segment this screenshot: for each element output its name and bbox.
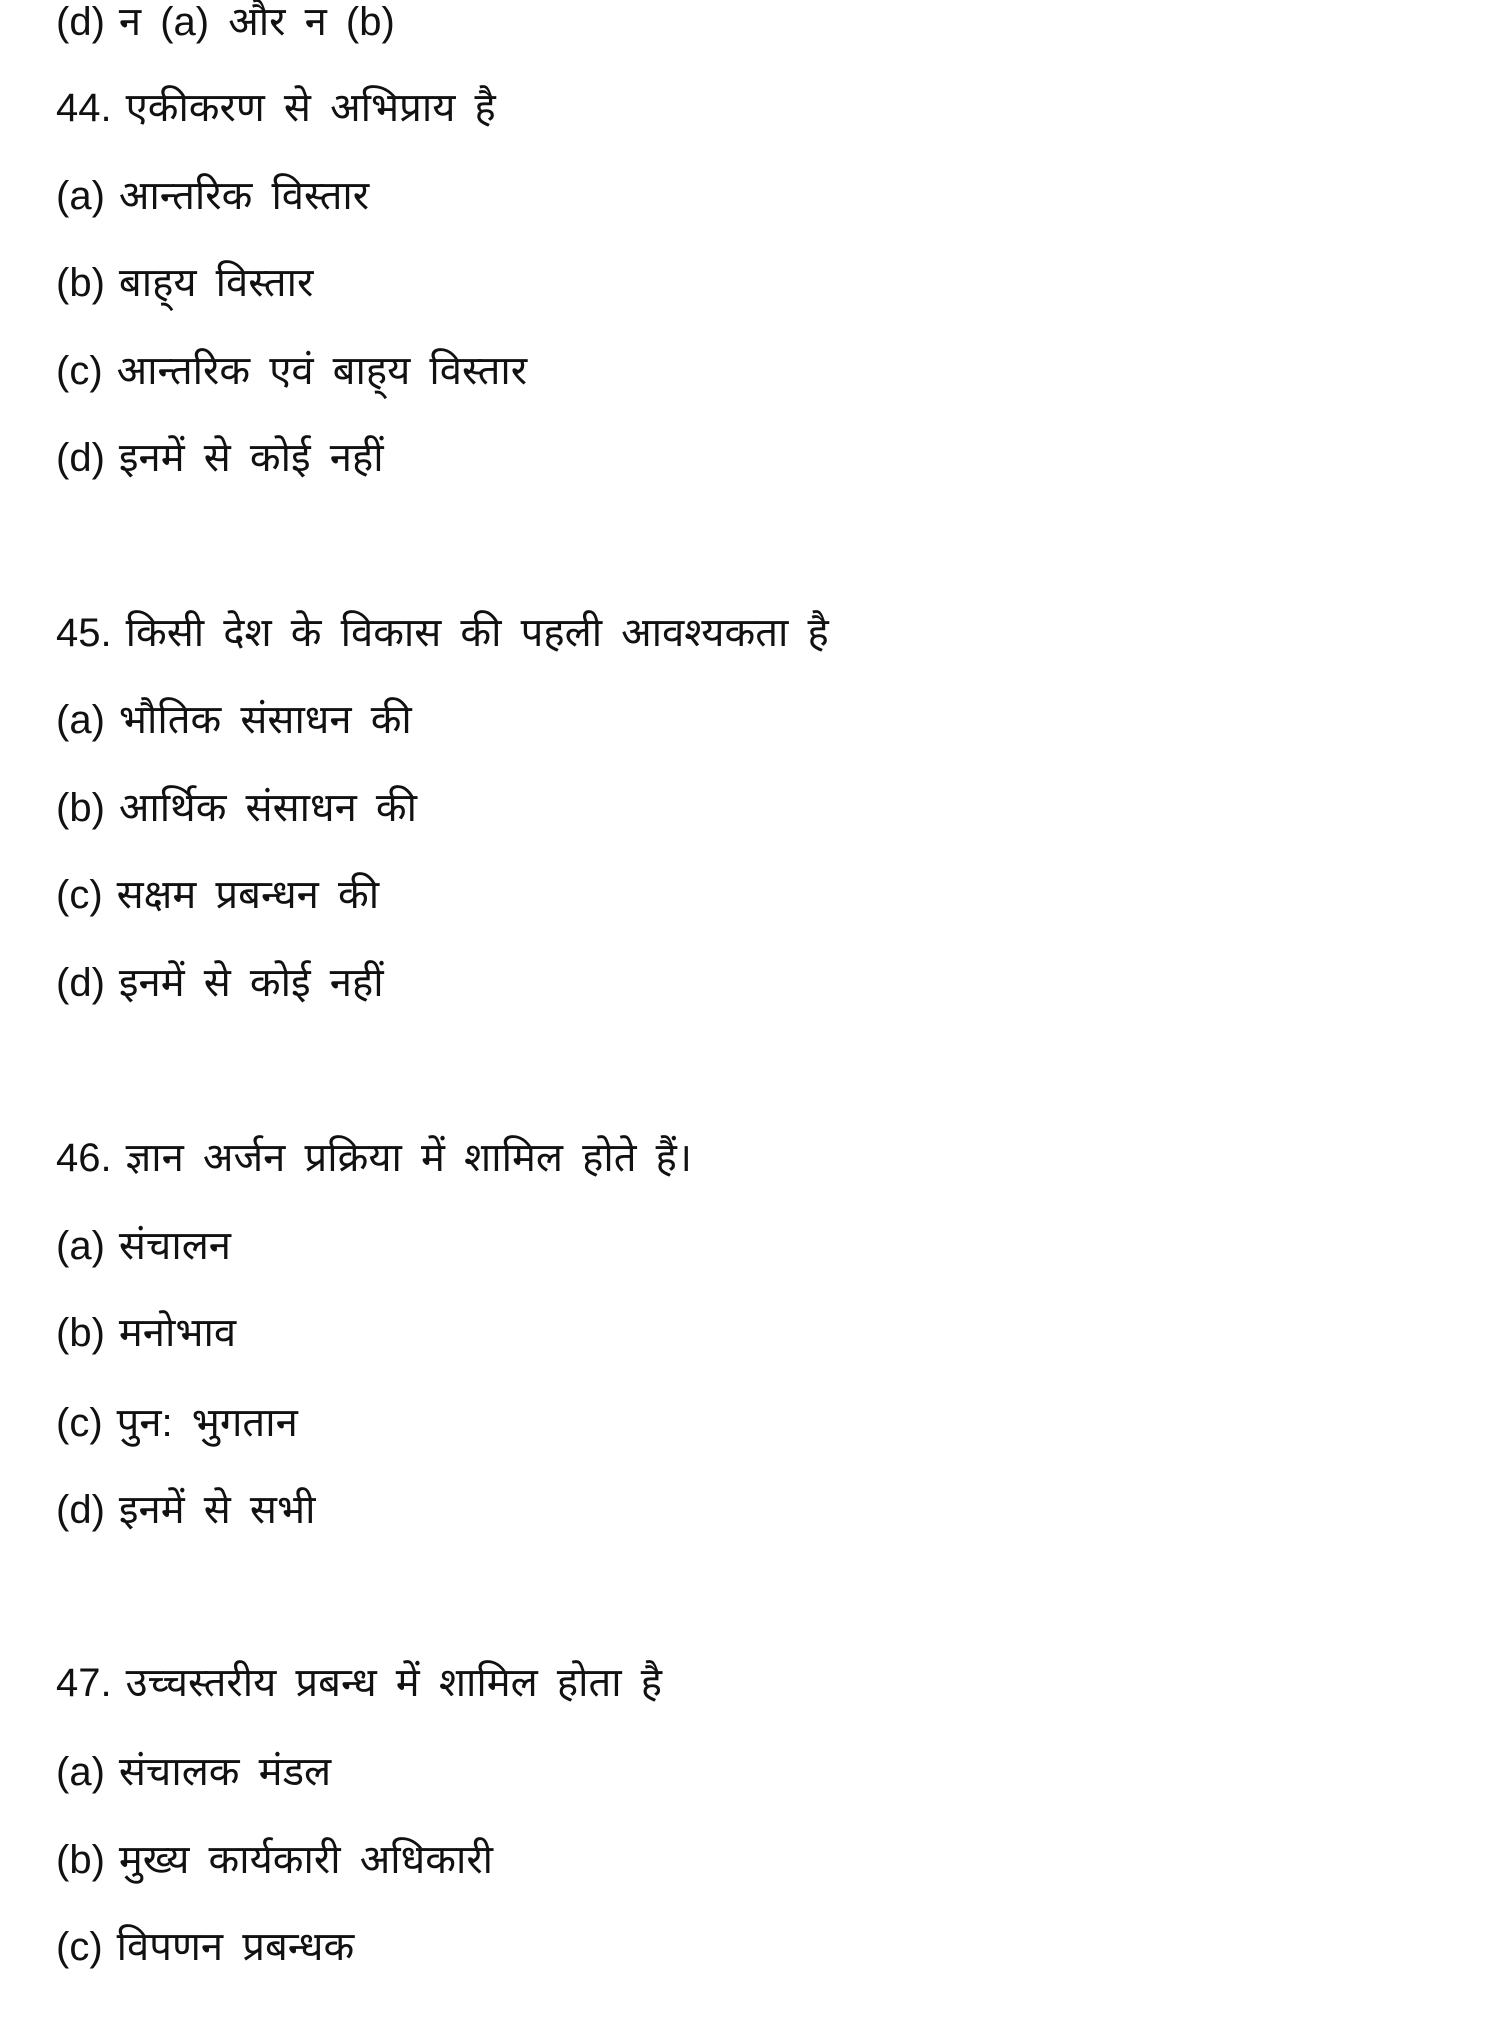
option-text: मनोभाव <box>118 1311 237 1355</box>
option-45-d <box>56 953 384 1013</box>
option-text: आन्तरिक विस्तार <box>118 174 370 218</box>
option-text: बाह्‌य विस्तार <box>118 261 314 305</box>
option-label: (b) <box>56 786 105 830</box>
option-label: (a) <box>56 1750 105 1794</box>
option-46-a <box>56 1216 231 1276</box>
question-45 <box>56 603 829 663</box>
option-text: संचालन <box>118 1224 232 1268</box>
option-46-d <box>56 1480 315 1540</box>
question-text: किसी देश के विकास की पहली आवश्यकता है <box>125 611 829 655</box>
option-text: आन्तरिक एवं बाह्‌य विस्तार <box>116 349 528 393</box>
option-label: (c) <box>56 1401 103 1445</box>
question-text: एकीकरण से अभिप्राय है <box>125 86 496 130</box>
option-47-c <box>56 1917 354 1977</box>
question-number: 46. <box>56 1136 112 1180</box>
option-46-c <box>56 1393 298 1453</box>
option-text: भौतिक संसाधन की <box>118 698 412 742</box>
option-label: (d) <box>56 1488 105 1532</box>
carryover-option <box>56 0 395 52</box>
option-label: (c) <box>56 349 103 393</box>
option-44-a <box>56 166 369 226</box>
question-46 <box>56 1128 692 1188</box>
option-44-c <box>56 341 527 401</box>
option-label: (d) <box>56 436 105 480</box>
option-46-b <box>56 1303 236 1363</box>
question-number: 44. <box>56 86 112 130</box>
option-text: आर्थिक संसाधन की <box>118 786 417 830</box>
option-text: सक्षम प्रबन्धन की <box>116 873 380 917</box>
option-text: विपणन प्रबन्धक <box>116 1925 355 1969</box>
question-text: ज्ञान अर्जन प्रक्रिया में शामिल होते हैं। <box>125 1136 693 1180</box>
option-45-c <box>56 865 379 925</box>
option-label: (b) <box>56 261 105 305</box>
option-45-a <box>56 690 412 750</box>
question-number: 45. <box>56 611 112 655</box>
option-label: (b) <box>56 1311 105 1355</box>
question-text: उच्चस्तरीय प्रबन्ध में शामिल होता है <box>125 1661 663 1705</box>
option-text: न (a) और न (b) <box>118 0 395 44</box>
option-47-a <box>56 1742 331 1802</box>
option-label: (a) <box>56 698 105 742</box>
option-label: (d) <box>56 0 105 44</box>
option-text: संचालक मंडल <box>118 1750 332 1794</box>
option-text: पुन: भुगतान <box>116 1401 298 1445</box>
question-47 <box>56 1653 662 1713</box>
option-44-d <box>56 428 384 488</box>
option-text: इनमें से कोई नहीं <box>118 961 384 1005</box>
option-text: मुख्य कार्यकारी अधिकारी <box>118 1838 494 1882</box>
option-label: (a) <box>56 174 105 218</box>
question-number: 47. <box>56 1661 112 1705</box>
option-44-b <box>56 253 313 313</box>
option-label: (d) <box>56 961 105 1005</box>
option-47-b <box>56 1830 493 1890</box>
option-text: इनमें से सभी <box>118 1488 316 1532</box>
option-45-b <box>56 778 417 838</box>
option-label: (c) <box>56 873 103 917</box>
option-label: (c) <box>56 1925 103 1969</box>
question-44 <box>56 78 496 138</box>
option-label: (b) <box>56 1838 105 1882</box>
option-label: (a) <box>56 1224 105 1268</box>
option-text: इनमें से कोई नहीं <box>118 436 384 480</box>
